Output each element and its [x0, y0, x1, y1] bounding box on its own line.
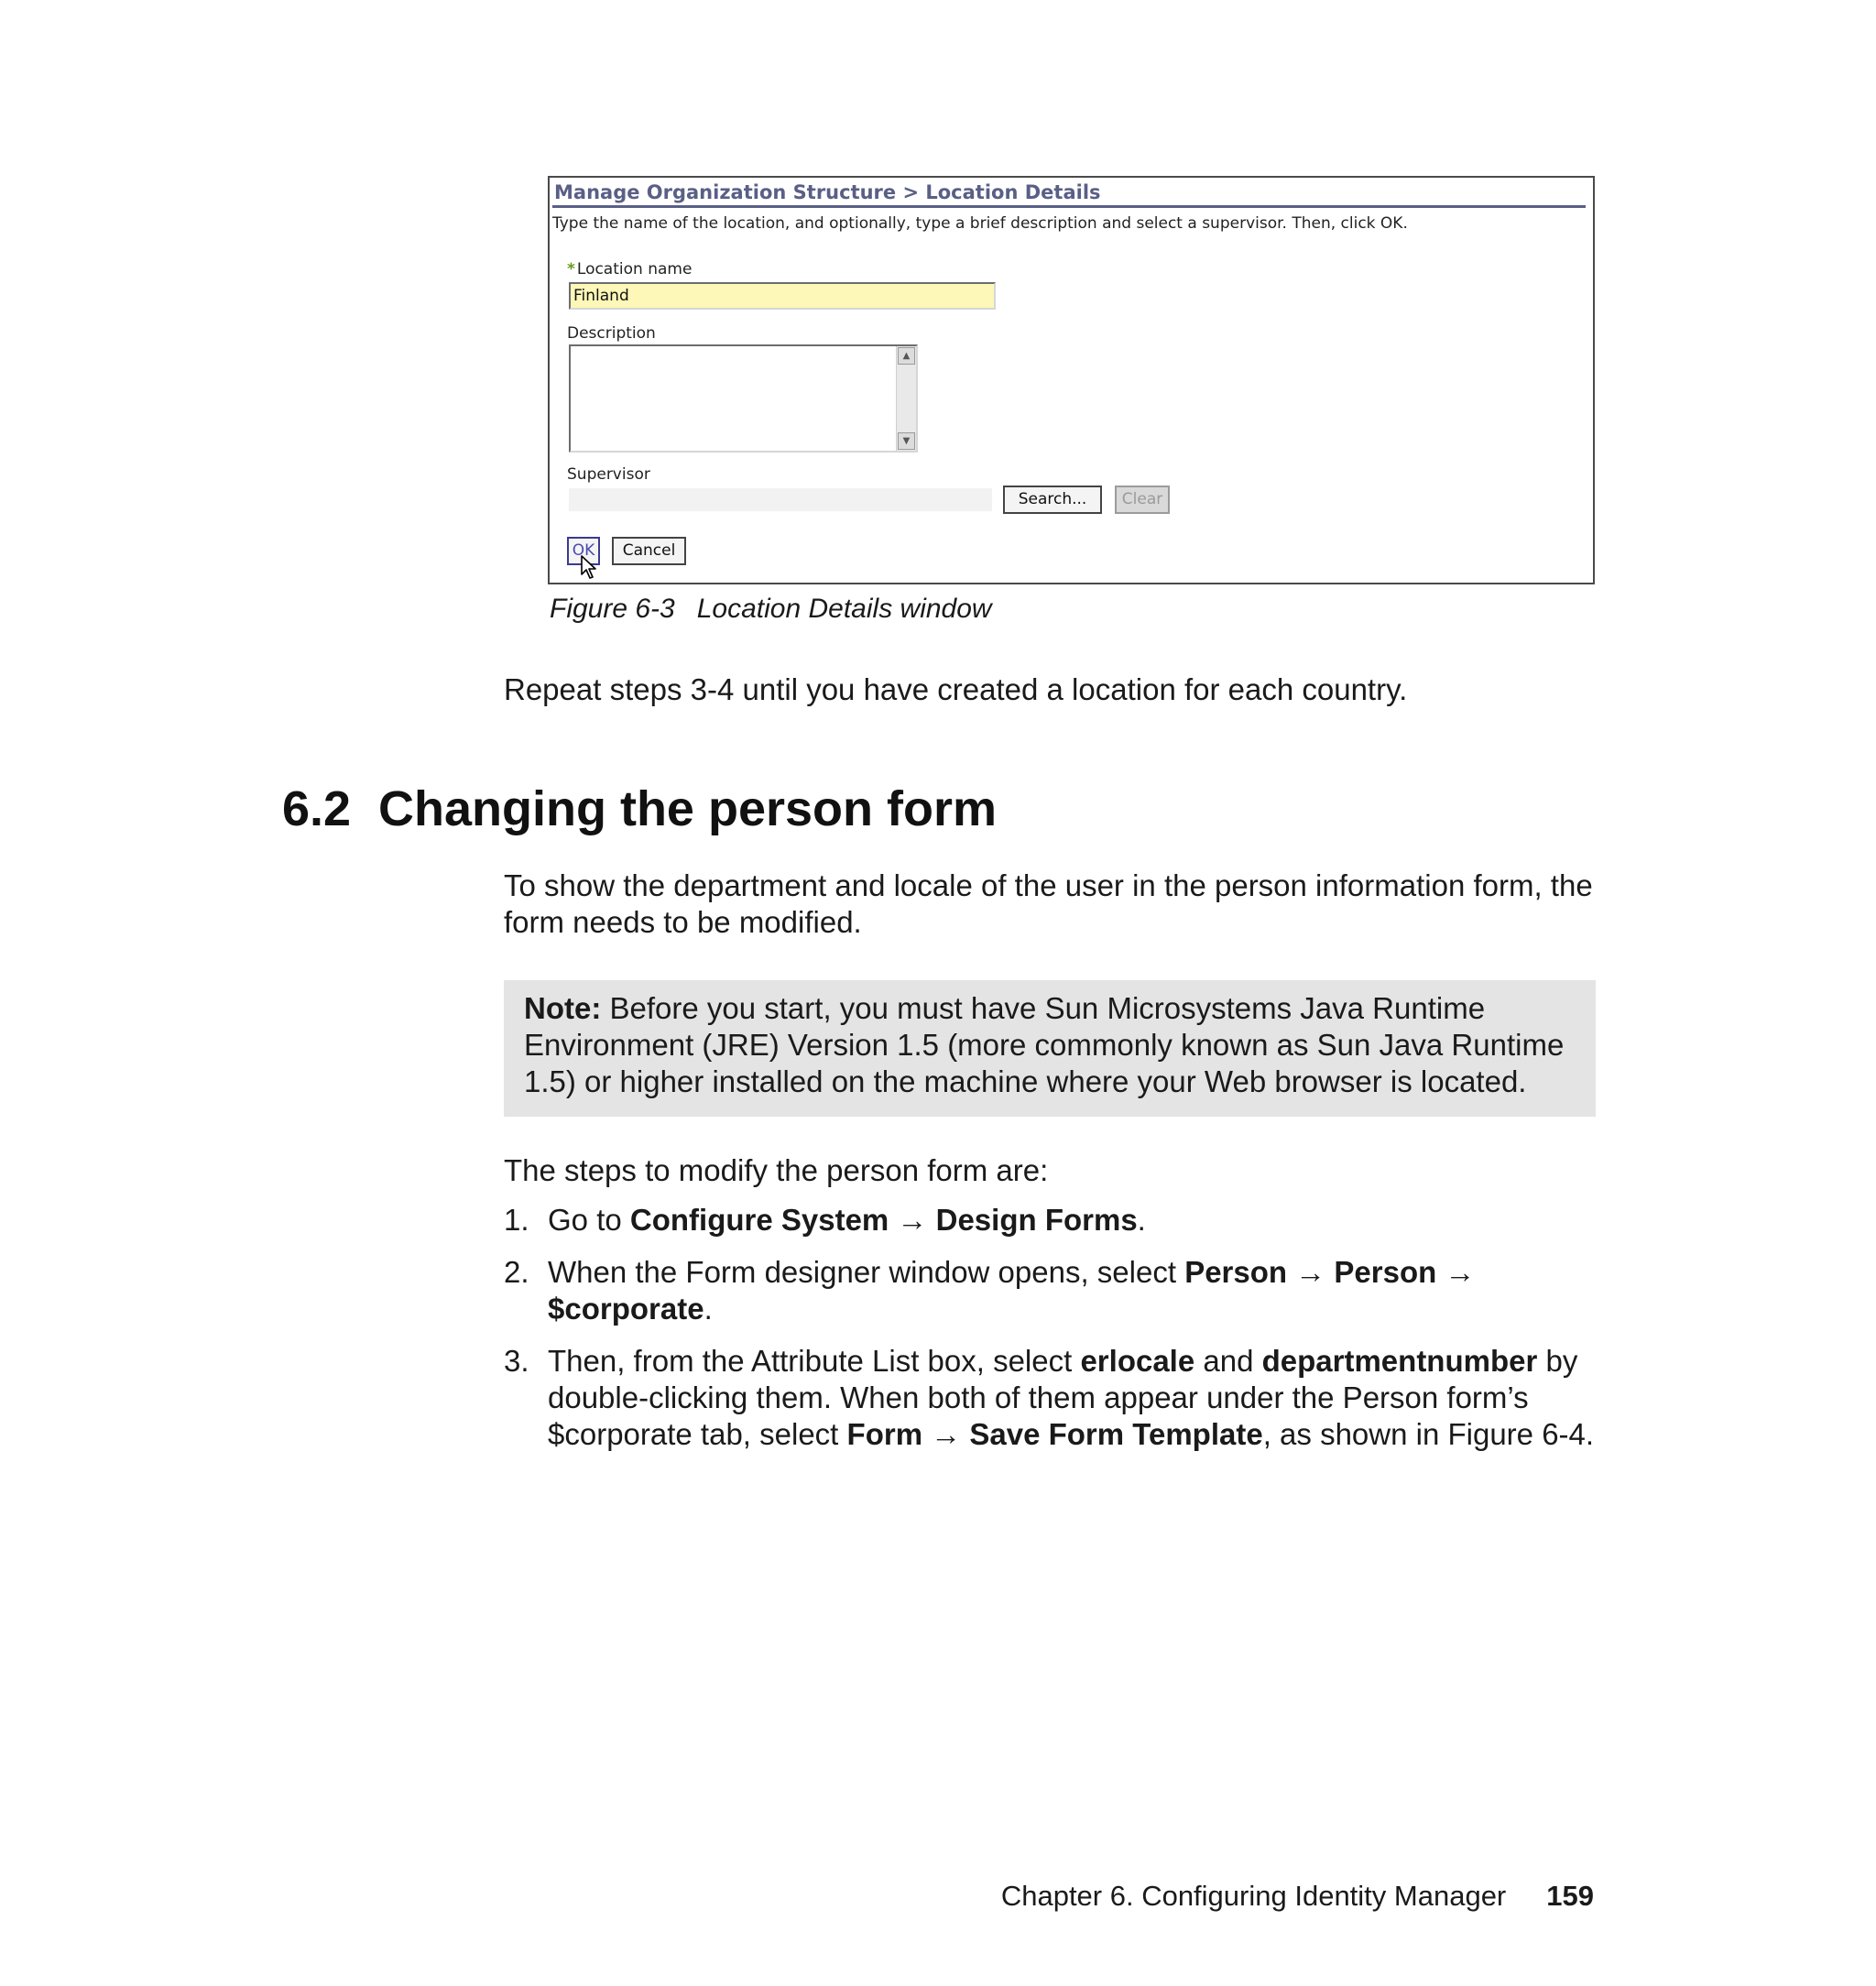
note-text: Before you start, you must have Sun Microsystems Java Runtime Environment (JRE) Version 1.5 (more commonly known as Sun Java Runtime 1.5) or higher installed on the machine where your Web browser is located. [524, 991, 1565, 1098]
note-label: Note: [524, 991, 602, 1025]
figure-caption [550, 594, 992, 625]
steps-list [504, 1202, 1603, 1468]
figure-number: Figure 6-3 [550, 594, 675, 624]
list-item: 3. Then, from the Attribute List box, select erlocale and departmentnumber by double-clicking them. When both of them appear under the Person form’s $corporate tab, select Form → Save Form Template, as shown in Figure 6-4. [504, 1344, 1595, 1451]
scroll-down-icon[interactable]: ▼ [898, 432, 915, 450]
list-item: 2. When the Form designer window opens, select Person → Person → $corporate. [504, 1255, 1476, 1326]
intro-paragraph: To show the department and locale of the user in the person information form, the form needs to be modified. [504, 868, 1593, 939]
clear-button[interactable]: Clear [1115, 486, 1170, 514]
required-icon: * [567, 260, 575, 278]
search-button[interactable]: Search... [1003, 486, 1102, 514]
note-box [504, 980, 1596, 1117]
supervisor-field [569, 488, 992, 511]
list-item: 1. Go to Configure System → Design Forms. [504, 1203, 1146, 1237]
location-name-input[interactable]: Finland [569, 282, 996, 310]
section-heading [282, 780, 997, 837]
description-textarea[interactable] [569, 344, 918, 453]
section-number: 6.2 [282, 781, 352, 836]
breadcrumb: Manage Organization Structure > Location Details [554, 181, 1101, 203]
description-label: Description [567, 324, 656, 343]
footer-chapter: Chapter 6. Configuring Identity Manager [1000, 1880, 1507, 1912]
location-name-label: * Location name [567, 260, 693, 278]
supervisor-label: Supervisor [567, 465, 650, 484]
description-scrollbar[interactable] [896, 346, 916, 451]
ok-button[interactable]: OK [567, 537, 600, 565]
figure-title: Location Details window [696, 594, 992, 624]
repeat-paragraph: Repeat steps 3-4 until you have created a location for each country. [504, 672, 1408, 706]
breadcrumb-divider [552, 205, 1586, 208]
section-title: Changing the person form [378, 781, 997, 836]
steps-intro: The steps to modify the person form are: [504, 1153, 1049, 1187]
page-footer [1001, 1880, 1594, 1913]
scroll-up-icon[interactable]: ▲ [898, 347, 915, 365]
page-number: 159 [1546, 1880, 1594, 1912]
cancel-button[interactable]: Cancel [612, 537, 686, 565]
location-details-screenshot [548, 176, 1595, 584]
mouse-pointer-icon [580, 554, 600, 580]
form-instructions: Type the name of the location, and optionally, type a brief description and select a supervisor. Then, click OK. [552, 214, 1408, 233]
